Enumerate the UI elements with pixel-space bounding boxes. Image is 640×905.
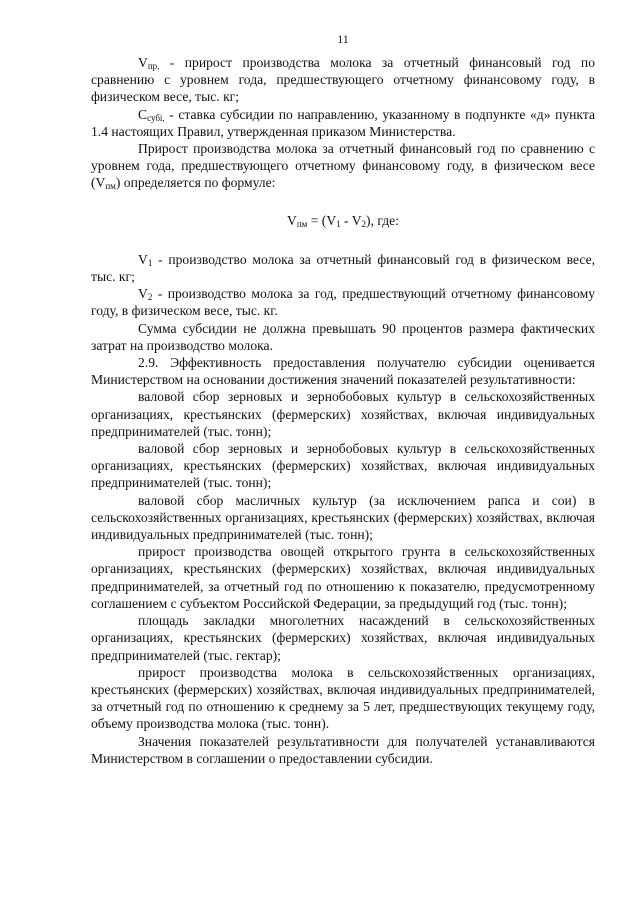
indicator-grain-harvest-2: валовой сбор зерновых и зернобобовых культур в сельскохозяйственных организациях, крестьянских (фермерских) хозяйствах, включая индивидуальных предпринимателей (тыс. тонн); [91,441,595,491]
intro-text: Прирост производства молока за отчетный финансовый год по сравнению с уровнем года, предшествующего отчетному финансовому году, в физическом весе (V [91,141,595,191]
definition-v2: $V_2$ - производство молока за год, предшествующий отчетному финансовому году, в физическом весе, тыс. кг. [91,286,595,319]
symbol-c: C [138,106,148,122]
symbol-v2: V [138,286,148,302]
intro-text-end: ) определяется по формуле: [115,175,276,191]
subsidy-limit-paragraph: Сумма субсидии не должна превышать 90 процентов размера фактических затрат на производство молока. [91,320,595,353]
indicator-oilseed-harvest: валовой сбор масличных культур (за исключением рапса и сои) в сельскохозяйственных организациях, крестьянских (фермерских) хозяйствах, включая индивидуальных предпринимателей (тыс. тонн); [91,492,595,543]
section-2-9-paragraph: 2.9. Эффективность предоставления получателю субсидии оценивается Министерством на основании достижения значений показателей результативности: [91,355,595,388]
indicator-grain-harvest: валовой сбор зерновых и зернобобовых культур в сельскохозяйственных организациях, крестьянских (фермерских) хозяйствах, включая индивидуальных предпринимателей (тыс. тонн); [91,389,595,439]
definition-text: - производство молока за отчетный финансовый год в физическом весе, тыс. кг; [91,251,595,285]
formula: $V_{пм} = (V_1 - V_2)$, где: [286,212,399,229]
indicator-perennial-plantings: площадь закладки многолетних насаждений в сельскохозяйственных организациях, крестьянских (фермерских) хозяйствах, включая индивидуальных предпринимателей (тыс. гектар); [91,613,595,663]
subscript-subi: субi, [147,112,165,123]
page-number: 11 [337,32,349,46]
indicator-values-paragraph: Значения показателей результативности для получателей устанавливаются Министерством в соглашении о предоставлении субсидии. [91,733,595,766]
subscript-pr: пр, [147,61,160,71]
formula-intro [91,140,595,192]
definition-v1: $V_1$ - производство молока за отчетный финансовый год в физическом весе, тыс. кг; [91,251,595,285]
indicator-milk-growth: прирост производства молока в сельскохозяйственных организациях, крестьянских (фермерских) хозяйствах, включая индивидуальных предпринимателей, за отчетный год по отношению к среднему за 5 лет, предшествующих текущему году, объему производства молока (тыс. тонн). [91,664,595,732]
subscript-pm: пм [105,181,116,192]
indicator-vegetable-growth: прирост производства овощей открытого грунта в сельскохозяйственных организациях, крестьянских (фермерских) хозяйствах, включая индивидуальных предпринимателей, за отчетный год по отношению к показателю, предусмотренному соглашением с субъектом Российской Федерации, за предыдущий год (тыс. тонн); [91,544,595,611]
definition-c-sub [91,106,595,140]
symbol-v: V [138,55,148,70]
definition-text: - ставка субсидии по направлению, указанному в подпункте «д» пункта 1.4 настоящих Правил, утвержденная приказом Министерства. [91,106,595,139]
definition-text: - прирост производства молока за отчетный финансовый год по сравнению с уровнем года, предшествующего отчетному финансовому году, в физическом весе, тыс. кг; [91,55,595,105]
definition-text: - производство молока за год, предшествующий отчетному финансовому году, в физическом весе, тыс. кг. [91,286,595,319]
symbol-v1: V [138,251,148,267]
definition-v-pr [91,54,595,106]
